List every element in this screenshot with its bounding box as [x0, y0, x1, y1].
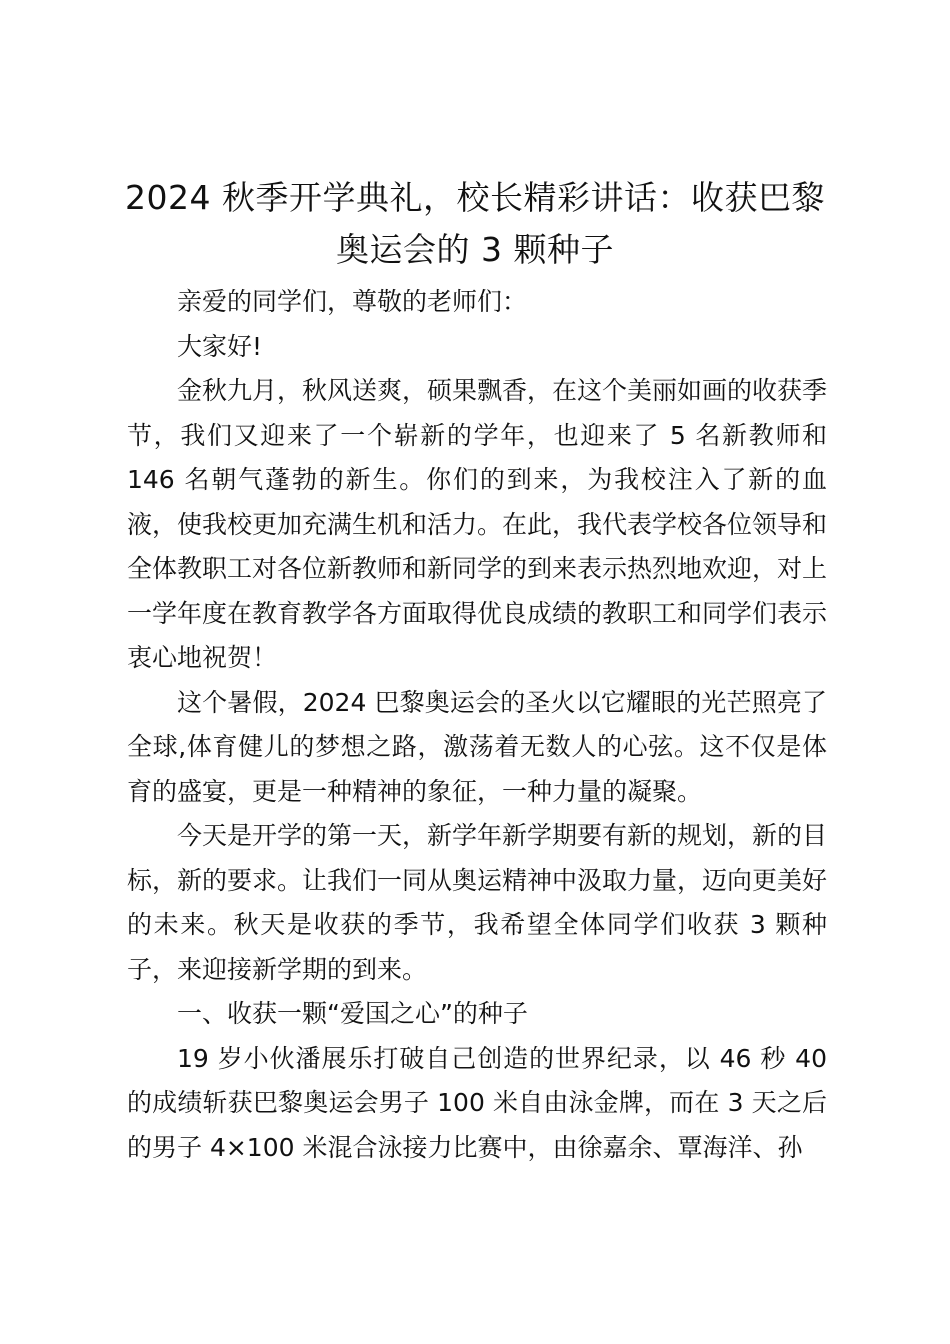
paragraph: 19 岁小伙潘展乐打破自己创造的世界纪录，以 46 秒 40 的成绩斩获巴黎奥运会男子 100 米自由泳金牌，而在 3 天之后的男子 4×100 米混合泳接力比赛中，由徐嘉余、覃海洋、孙 [127, 1043, 827, 1162]
document-title: 2024 秋季开学典礼，校长精彩讲话：收获巴黎奥运会的 3 颗种子 [125, 178, 825, 269]
paragraph: 今天是开学的第一天，新学年新学期要有新的规划，新的目标，新的要求。让我们一同从奥运精神中汲取力量，迈向更美好的未来。秋天是收获的季节，我希望全体同学们收获 3 颗种子，来迎接新学期的到来。 [127, 821, 828, 984]
section-heading: 一、收获一颗“爱国之心”的种子 [177, 999, 528, 1028]
document-body [127, 280, 827, 1170]
paragraph-salutation: 亲爱的同学们，尊敬的老师们： [177, 287, 528, 316]
paragraph-greeting: 大家好! [177, 331, 263, 361]
paragraph: 金秋九月，秋风送爽，硕果飘香，在这个美丽如画的收获季节，我们又迎来了一个崭新的学年，也迎来了 5 名新教师和 146 名朝气蓬勃的新生。你们的到来，为我校注入了新的血液，使我校更加充满生机和活力。在此，我代表学校各位领导和全体教职工对各位新教师和新同学的到来表示热烈地欢迎，对上一学年度在教育教学各方面取得优良成绩的教职工和同学们表示衷心地祝贺！ [127, 376, 828, 672]
paragraph: 这个暑假，2024 巴黎奥运会的圣火以它耀眼的光芒照亮了全球,体育健儿的梦想之路，激荡着无数人的心弦。这不仅是体育的盛宴，更是一种精神的象征，一种力量的凝聚。 [127, 687, 827, 806]
